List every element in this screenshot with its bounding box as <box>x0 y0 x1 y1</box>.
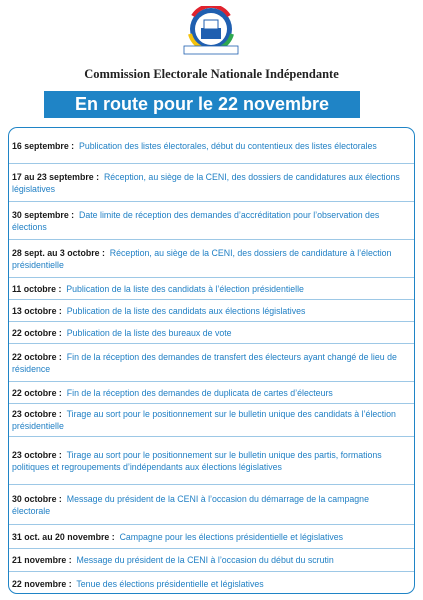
ceni-logo <box>180 6 242 56</box>
schedule-date: 22 octobre : <box>12 351 62 362</box>
schedule-event: Message du président de la CENI à l’occasion du démarrage de la campagne électorale <box>12 493 369 516</box>
schedule-row <box>9 322 414 344</box>
schedule-date: 30 octobre : <box>12 493 62 504</box>
schedule-row <box>9 404 414 437</box>
schedule-row <box>9 240 414 278</box>
schedule-row <box>9 437 414 485</box>
schedule-row <box>9 344 414 382</box>
schedule-row <box>9 382 414 404</box>
schedule-row <box>9 164 414 202</box>
schedule-date: 17 au 23 septembre : <box>12 171 100 182</box>
schedule-row <box>9 128 414 164</box>
schedule-row <box>9 572 414 594</box>
schedule-event: Tirage au sort pour le positionnement sur le bulletin unique des partis, formations politiques et regroupements d’indépendants aux élections législatives <box>12 449 382 472</box>
schedule-date: 13 octobre : <box>12 305 62 316</box>
schedule-event: Tenue des élections présidentielle et législatives <box>76 578 264 589</box>
schedule-date: 31 oct. au 20 novembre : <box>12 531 115 542</box>
schedule-row <box>9 202 414 240</box>
schedule-event: Réception, au siège de la CENI, des dossiers de candidatures aux élections législatives <box>12 171 400 194</box>
schedule-row <box>9 525 414 549</box>
schedule-event: Réception, au siège de la CENI, des dossiers de candidature à l’élection présidentielle <box>12 247 392 270</box>
schedule-date: 23 octobre : <box>12 449 62 460</box>
organization-name: Commission Electorale Nationale Indépendante <box>84 67 339 81</box>
schedule-date: 22 novembre : <box>12 578 72 589</box>
schedule-event: Publication des listes électorales, début du contentieux des listes électorales <box>78 140 377 151</box>
schedule-row <box>9 300 414 322</box>
schedule-date: 22 octobre : <box>12 327 62 338</box>
schedule-date: 11 octobre : <box>12 283 62 294</box>
schedule-date: 16 septembre : <box>12 140 75 151</box>
schedule-event: Publication de la liste des candidats aux élections législatives <box>66 305 306 316</box>
schedule-event: Fin de la réception des demandes de duplicata de cartes d’électeurs <box>66 387 333 398</box>
schedule-row <box>9 549 414 572</box>
schedule-event: Campagne pour les élections présidentielle et législatives <box>119 531 344 542</box>
banner-title: En route pour le 22 novembre <box>44 91 360 118</box>
schedule-event: Publication de la liste des candidats à l’élection présidentielle <box>66 283 304 294</box>
schedule-date: 21 novembre : <box>12 555 72 565</box>
schedule-row <box>9 278 414 300</box>
schedule-date: 28 sept. au 3 octobre : <box>12 247 105 258</box>
schedule-event: Fin de la réception des demandes de transfert des électeurs ayant changé de lieu de résidence <box>12 351 397 374</box>
schedule-event: Message du président de la CENI à l’occasion du début du scrutin <box>76 555 334 565</box>
schedule-event: Date limite de réception des demandes d’accréditation pour l’observation des élections <box>12 209 380 232</box>
schedule-date: 23 octobre : <box>12 409 62 419</box>
schedule-row <box>9 485 414 525</box>
schedule-date: 30 septembre : <box>12 209 75 220</box>
schedule-event: Tirage au sort pour le positionnement sur le bulletin unique des candidats à l’élection présidentielle <box>12 409 396 431</box>
schedule-event: Publication de la liste des bureaux de vote <box>66 327 232 338</box>
schedule-table <box>8 127 415 594</box>
schedule-date: 22 octobre : <box>12 387 62 398</box>
